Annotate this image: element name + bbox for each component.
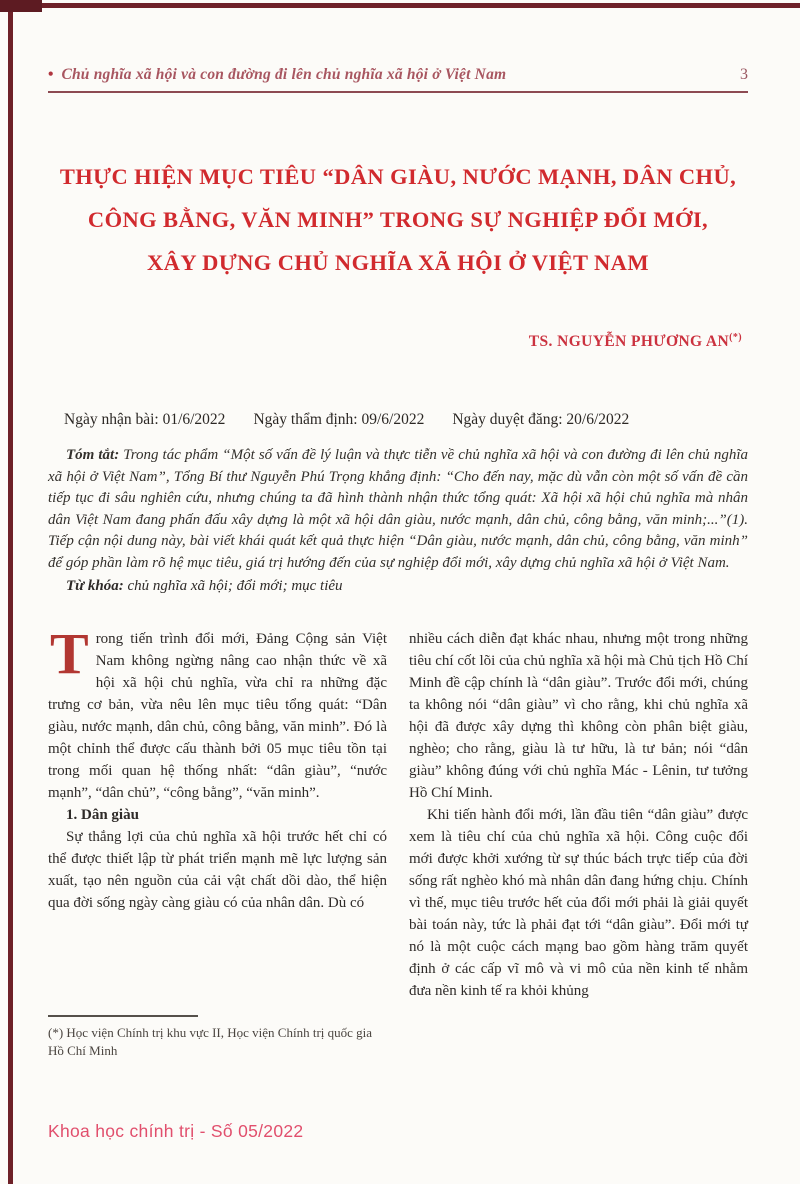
- journal-footer: Khoa học chính trị - Số 05/2022: [48, 1121, 304, 1141]
- article-title-line-1: THỰC HIỆN MỤC TIÊU “DÂN GIÀU, NƯỚC MẠNH, DÂN CHỦ,: [59, 164, 737, 189]
- left-paragraph-1: [48, 620, 387, 804]
- footnote-rule: [48, 1015, 198, 1017]
- dropcap-letter: T: [50, 620, 89, 686]
- keywords-text: chủ nghĩa xã hội; đổi mới; mục tiêu: [123, 578, 343, 595]
- article-title-line-3: XÂY DỰNG CHỦ NGHĨA XÃ HỘI Ở VIỆT NAM: [147, 250, 649, 275]
- running-head-title-wrap: [48, 66, 506, 84]
- date-reviewed: Ngày thẩm định: 09/6/2022: [253, 411, 425, 429]
- body-columns: [48, 620, 748, 1060]
- bullet-icon: •: [48, 66, 54, 83]
- date-received: Ngày nhận bài: 01/6/2022: [64, 411, 226, 429]
- author-footnote-marker: (*): [729, 332, 742, 343]
- page-content: [48, 0, 748, 1060]
- page-number: 3: [740, 66, 748, 83]
- keywords-label: Từ khóa:: [66, 578, 124, 595]
- section-heading-1: 1. Dân giàu: [66, 806, 139, 823]
- dates-line: [48, 411, 748, 429]
- abstract-text: Trong tác phẩm “Một số vấn đề lý luận và thực tiễn về chủ nghĩa xã hội và con đường đi lên chủ nghĩa xã hội ở Việt Nam”, Tổng Bí thư Nguyễn Phú Trọng khẳng định: “Cho đến nay, mặc dù vẫn còn một số vấn đề cần tiếp tục đi sâu nghiên cứu, nhưng chúng ta đã hình thành nhận thức tổng quát: Xã hội xã hội chủ nghĩa mà nhân dân Việt Nam đang phấn đấu xây dựng là một xã hội dân giàu, nước mạnh, dân chủ, công bằng, văn minh;...”(1). Tiếp cận nội dung này, bài viết khái quát kết quả thực hiện “Dân giàu, nước mạnh, dân chủ, công bằng, văn minh” để góp phần làm rõ hệ mục tiêu, giá trị hướng đến của sự nghiệp đổi mới, xây dựng chủ nghĩa xã hội ở Việt Nam.: [48, 447, 748, 571]
- author-line: [48, 332, 748, 351]
- running-head-title: Chủ nghĩa xã hội và con đường đi lên chủ nghĩa xã hội ở Việt Nam: [61, 66, 507, 83]
- article-title-line-2: CÔNG BẰNG, VĂN MINH” TRONG SỰ NGHIỆP ĐỔI MỚI,: [87, 207, 709, 232]
- author-name: TS. NGUYỄN PHƯƠNG AN: [528, 333, 730, 351]
- right-column: [409, 628, 748, 1060]
- left-column: [48, 620, 387, 1060]
- right-paragraph-2: Khi tiến hành đổi mới, lần đầu tiên “dân giàu” được xem là tiêu chí của chủ nghĩa xã hội. Công cuộc đổi mới được khởi xướng từ sự thúc bách trực tiếp của đời sống rất nghèo khó mà nhân dân đang hứng chịu. Chính vì thế, mục tiêu trước hết của đổi mới phải là giải quyết bài toán này, tức là phải đạt tới “dân giàu”. Đổi mới tự nó là một cuộc cách mạng bao gồm hàng trăm quyết định ở các cấp vĩ mô và vi mô của nền kinh tế nhằm đưa nền kinh tế ra khỏi khủng: [409, 806, 748, 999]
- article-title: [48, 155, 748, 284]
- footnote-block: [48, 1015, 387, 1060]
- abstract-label: Tóm tắt:: [66, 447, 120, 464]
- left-paragraph-2: Sự thắng lợi của chủ nghĩa xã hội trước hết chỉ có thể được thiết lập từ phát triển mạnh mẽ lực lượng sản xuất, tạo nên nguồn của cải vật chất dồi dào, thể hiện qua đời sống ngày càng giàu có của nhân dân. Dù có: [48, 828, 387, 911]
- date-accepted: Ngày duyệt đăng: 20/6/2022: [452, 411, 630, 429]
- page-edge-corner: [0, 0, 42, 12]
- abstract: [48, 445, 748, 574]
- right-paragraph-1: nhiều cách diễn đạt khác nhau, nhưng một trong những tiêu chí cốt lõi của chủ nghĩa xã hội mà Chủ tịch Hồ Chí Minh đề cập chính là “dân giàu”. Trước đổi mới, chúng ta không nói “dân giàu” vì cho rằng, khi chủ nghĩa xã hội đã được xây dựng thì không còn phân biệt giàu, nghèo; cho rằng, giàu là tư hữu, là tư bản; nói “dân giàu” không đúng với chủ nghĩa Mác - Lênin, tư tưởng Hồ Chí Minh.: [409, 630, 748, 801]
- running-head: [48, 66, 748, 93]
- keywords-line: [48, 576, 748, 598]
- page-edge-left: [8, 0, 13, 1184]
- footnote-text: (*) Học viện Chính trị khu vực II, Học viện Chính trị quốc gia Hồ Chí Minh: [48, 1024, 373, 1058]
- left-paragraph-1-text: rong tiến trình đổi mới, Đảng Cộng sản Việt Nam không ngừng nâng cao nhận thức về xã hội xã hội chủ nghĩa, vừa chỉ ra những đặc trưng cơ bản, vừa nêu lên mục tiêu tổng quát: “Dân giàu, nước mạnh, dân chủ, công bằng, văn minh”. Đó là một chỉnh thể được cấu thành bởi 05 mục tiêu tồn tại trong mối quan hệ thống nhất: “dân giàu”, “nước mạnh”, “dân chủ”, “công bằng”, “văn minh”.: [48, 630, 387, 801]
